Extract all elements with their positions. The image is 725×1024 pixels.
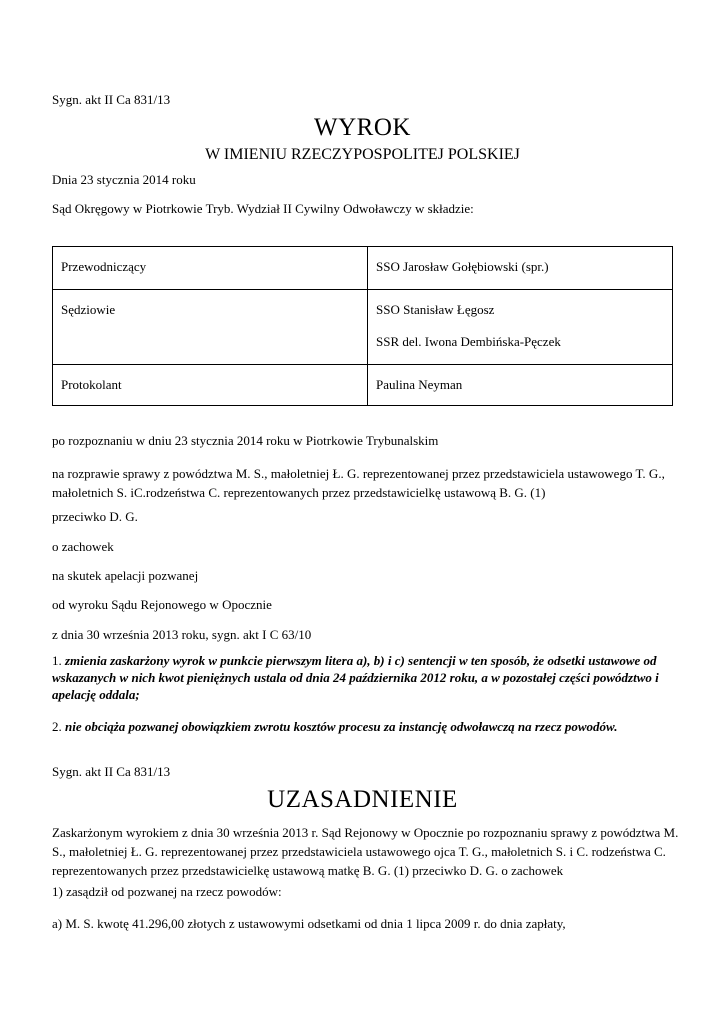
presiding-role-cell: Przewodniczący	[53, 247, 368, 290]
court-panel-table	[52, 246, 673, 406]
clerk-name-cell: Paulina Neyman	[368, 365, 673, 406]
justification-title: UZASADNIENIE	[267, 786, 458, 813]
from-judgment-paragraph: od wyroku Sądu Rejonowego w Opocznie	[52, 597, 272, 612]
ruling-text: nie obciąża pozwanej obowiązkiem zwrotu kosztów procesu za instancję odwoławczą na rzecz powodów.	[65, 719, 618, 734]
table-row	[53, 247, 673, 290]
case-reference-2: Sygn. akt II Ca 831/13	[52, 764, 171, 779]
document-subtitle: W IMIENIU RZECZYPOSPOLITEJ POLSKIEJ	[205, 146, 520, 163]
against-paragraph: przeciwko D. G.	[52, 509, 138, 524]
table-row	[53, 365, 673, 406]
case-reference: Sygn. akt II Ca 831/13	[52, 92, 171, 107]
justification-point-1: 1) zasądził od pozwanej na rzecz powodów:	[52, 884, 282, 899]
document-title: WYROK	[314, 114, 411, 141]
judgment-date-paragraph: z dnia 30 września 2013 roku, sygn. akt I C 63/10	[52, 627, 312, 642]
judge-name: SSO Stanisław Łęgosz	[376, 302, 495, 317]
ruling-item-1	[52, 652, 682, 703]
subject-paragraph: o zachowek	[52, 539, 114, 554]
judges-names-cell	[368, 290, 673, 365]
ruling-text: zmienia zaskarżony wyrok w punkcie pierwszym litera a), b) i c) sentencji w ten sposób, że odsetki ustawowe od wskazanych w nich kwot pieniężnych ustala od dnia 24 października 2012 roku, a w pozostałej części powództwo i apelację oddala;	[52, 653, 659, 702]
judgment-date-line: Dnia 23 stycznia 2014 roku	[52, 172, 196, 187]
ruling-item-2	[52, 718, 682, 735]
table-row	[53, 290, 673, 365]
case-paragraph: na rozprawie sprawy z powództwa M. S., małoletniej Ł. G. reprezentowanej przez przedstawiciela ustawowego T. G., małoletnich S. iC.rodzeństwa C. reprezentowanych przez przedstawicielkę ustawową B. G. (1)	[52, 466, 665, 500]
justification-intro: Zaskarżonym wyrokiem z dnia 30 września 2013 r. Sąd Rejonowy w Opocznie po rozpoznaniu sprawy z powództwa M. S., małoletniej Ł. G. reprezentowanej przez przedstawiciela ustawowego ojca T. G., małoletnich S. i C. rodzeństwa C. reprezentowanych przez przedstawicielkę ustawową matkę B. G. (1) przeciwko D. G. o zachowek	[52, 825, 679, 878]
appeal-paragraph: na skutek apelacji pozwanej	[52, 568, 199, 583]
justification-point-1a: a) M. S. kwotę 41.296,00 złotych z ustawowymi odsetkami od dnia 1 lipca 2009 r. do dnia zapłaty,	[52, 916, 566, 931]
ruling-number: 1.	[52, 653, 62, 668]
court-composition-line: Sąd Okręgowy w Piotrkowie Tryb. Wydział II Cywilny Odwoławczy w składzie:	[52, 201, 474, 216]
ruling-number: 2.	[52, 719, 62, 734]
judge-name: SSR del. Iwona Dembińska-Pęczek	[376, 334, 561, 349]
presiding-name-cell: SSO Jarosław Gołębiowski (spr.)	[368, 247, 673, 290]
judges-role-cell: Sędziowie	[53, 290, 368, 365]
hearing-paragraph: po rozpoznaniu w dniu 23 stycznia 2014 roku w Piotrkowie Trybunalskim	[52, 433, 439, 448]
clerk-role-cell: Protokolant	[53, 365, 368, 406]
